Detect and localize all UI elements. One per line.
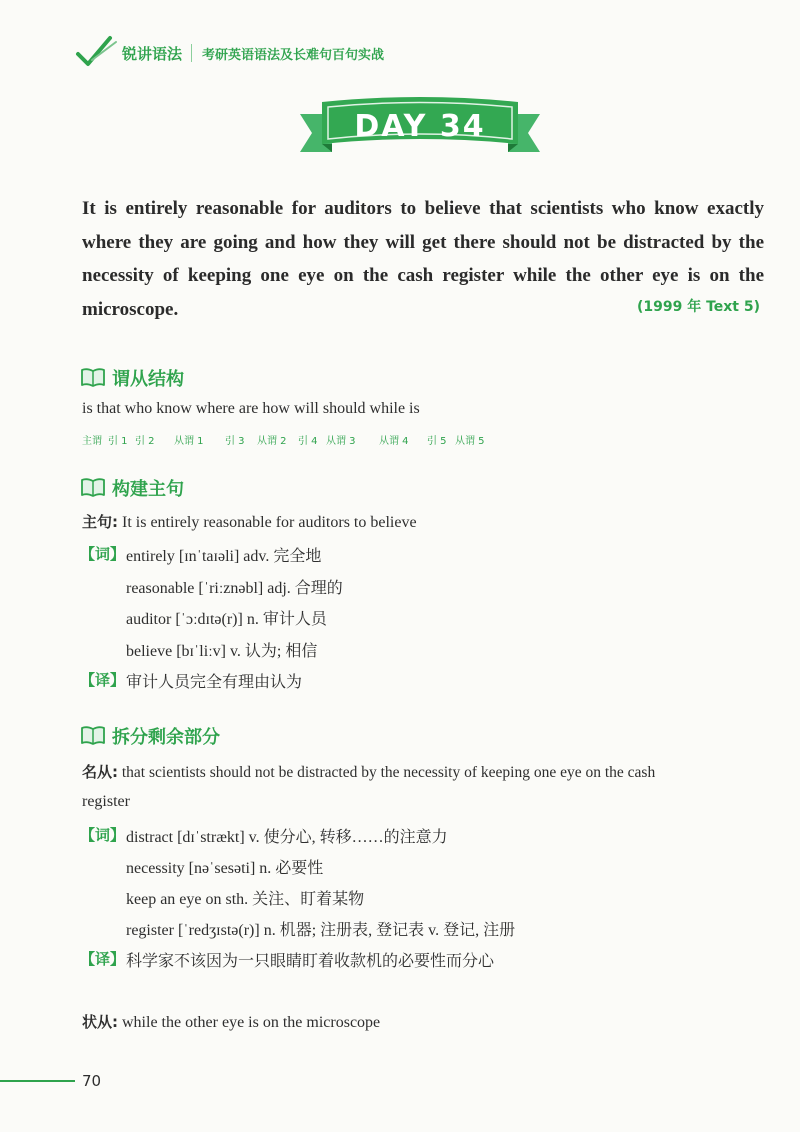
grammar-label: 从谓 1 [174, 436, 204, 447]
vocab-entry: keep an eye on sth. 关注、盯着某物 [126, 891, 365, 908]
main-sentence: It is entirely reasonable for auditors to believe that scientists who know exactly where they are going and how they will get there should not be distracted by the necessity of keeping one eye on the cash register while the other eye is on the microscope. [82, 198, 764, 320]
grammar-label: 从谓 4 [379, 436, 409, 447]
vocab-tag: 【词】 [80, 545, 126, 563]
running-header [74, 34, 474, 74]
noun-clause-label: 名从: [82, 763, 118, 781]
section-title: 谓从结构 [112, 369, 184, 390]
day-label: DAY 34 [354, 109, 486, 144]
noun-clause-line [82, 761, 655, 782]
noun-clause-text: that scientists should not be distracted by the necessity of keeping one eye on the cash [121, 764, 656, 781]
grammar-label: 引 1 [108, 436, 128, 447]
vocab-entry: necessity [nəˈsesəti] n. 必要性 [126, 860, 324, 877]
adverbial-clause-line [82, 1011, 380, 1032]
vocab-entry: reasonable [ˈriːznəbl] adj. 合理的 [126, 580, 343, 597]
grammar-labels-row [82, 432, 582, 446]
open-book-icon [80, 476, 106, 498]
grammar-label: 从谓 5 [455, 436, 485, 447]
grammar-label: 引 4 [298, 436, 318, 447]
vocab-entry: believe [bɪˈliːv] v. 认为; 相信 [126, 643, 318, 660]
section-title: 构建主句 [112, 479, 184, 500]
translation-text: 科学家不该因为一只眼睛盯着收款机的必要性而分心 [126, 953, 495, 970]
noun-clause-continuation: register [82, 793, 130, 810]
vocab-entry: distract [dɪˈstrækt] v. 使分心, 转移……的注意力 [126, 829, 448, 846]
grammar-label: 从谓 3 [326, 436, 356, 447]
header-divider [191, 44, 192, 62]
section-title: 拆分剩余部分 [112, 727, 220, 748]
translation-text: 审计人员完全有理由认为 [126, 674, 303, 691]
main-clause-label: 主句: [82, 513, 118, 531]
adverbial-clause-text: while the other eye is on the microscope [122, 1014, 381, 1031]
open-book-icon [80, 724, 106, 746]
footer-rule [0, 1080, 75, 1082]
grammar-label: 引 5 [427, 436, 447, 447]
main-clause-line [82, 511, 417, 532]
translation-tag: 【译】 [80, 671, 126, 689]
sentence-source: (1999 年 Text 5) [636, 299, 760, 315]
open-book-icon [80, 366, 106, 388]
vocab-entry: entirely [ɪnˈtaɪəli] adv. 完全地 [126, 548, 322, 565]
main-clause-text: It is entirely reasonable for auditors to believe [122, 514, 417, 531]
vocab-entry: register [ˈredʒɪstə(r)] n. 机器; 注册表, 登记表 v. 登记, 注册 [126, 922, 516, 939]
grammar-label: 主谓 [82, 436, 102, 447]
section-heading-main-clause [80, 472, 380, 502]
grammar-label: 引 2 [135, 436, 155, 447]
grammar-label: 引 3 [225, 436, 245, 447]
section-heading-remaining-parts [80, 720, 380, 750]
checkmark-icon [74, 34, 122, 70]
grammar-label: 从谓 2 [257, 436, 287, 447]
verb-connector-words: is that who know where are how will should while is [82, 400, 420, 417]
page-number: 70 [82, 1072, 102, 1090]
day-banner [300, 92, 540, 162]
vocab-tag: 【词】 [80, 826, 126, 844]
brand-name: 锐讲语法 [122, 45, 183, 63]
book-subtitle: 考研英语语法及长难句百句实战 [202, 48, 385, 63]
adverbial-clause-label: 状从: [82, 1013, 118, 1031]
translation-tag: 【译】 [80, 950, 126, 968]
vocab-entry: auditor [ˈɔːdɪtə(r)] n. 审计人员 [126, 611, 327, 628]
section-heading-predicate-structure [80, 362, 380, 392]
